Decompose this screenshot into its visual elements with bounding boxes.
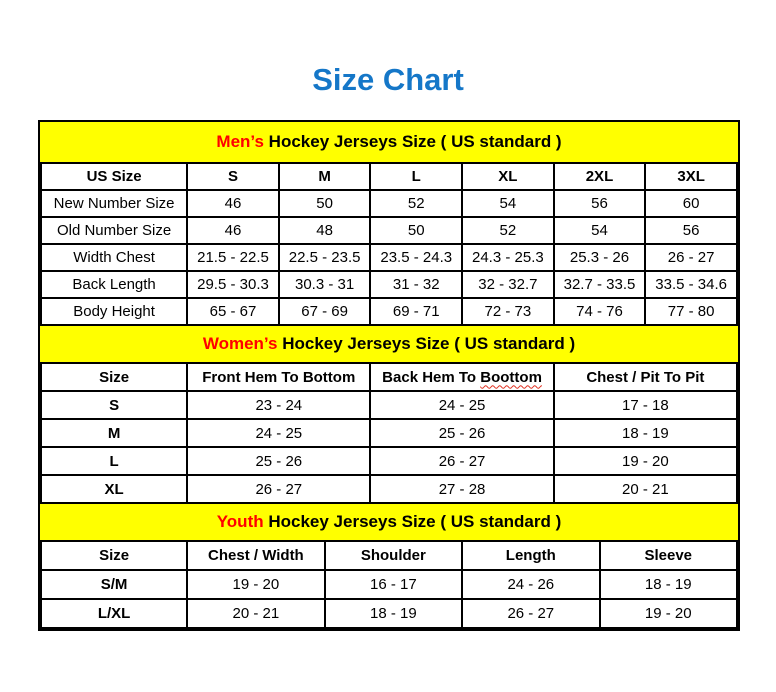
value-cell: 50	[370, 217, 462, 244]
youth-size-table	[40, 540, 738, 629]
column-header: Chest / Pit To Pit	[554, 363, 737, 391]
table-row	[41, 298, 737, 325]
row-label-cell: Width Chest	[41, 244, 187, 271]
section-band-label: Hockey Jerseys Size ( US standard )	[277, 334, 576, 353]
value-cell: 24 - 26	[462, 570, 599, 599]
section-band-mens	[40, 122, 738, 162]
section-band-youth	[40, 504, 738, 540]
column-header: Size	[41, 363, 187, 391]
value-cell: 16 - 17	[325, 570, 462, 599]
value-cell: 31 - 32	[370, 271, 462, 298]
value-cell: 17 - 18	[554, 391, 737, 419]
column-header: Length	[462, 541, 599, 570]
value-cell: 50	[279, 190, 371, 217]
row-label-cell: New Number Size	[41, 190, 187, 217]
value-cell: 67 - 69	[279, 298, 371, 325]
value-cell: 21.5 - 22.5	[187, 244, 279, 271]
section-band-highlight: Youth	[216, 512, 264, 531]
value-cell: 24.3 - 25.3	[462, 244, 554, 271]
row-label-cell: XL	[41, 475, 187, 503]
value-cell: 24 - 25	[370, 391, 553, 419]
value-cell: 22.5 - 23.5	[279, 244, 371, 271]
row-label-cell: S	[41, 391, 187, 419]
value-cell: 23.5 - 24.3	[370, 244, 462, 271]
row-label-cell: L	[41, 447, 187, 475]
page-title: Size Chart	[312, 62, 464, 97]
spellcheck-underlined-word: Boottom	[480, 368, 542, 386]
value-cell: 18 - 19	[554, 419, 737, 447]
value-cell: 69 - 71	[370, 298, 462, 325]
table-row	[41, 217, 737, 244]
value-cell: 74 - 76	[554, 298, 646, 325]
value-cell: 46	[187, 217, 279, 244]
section-band-highlight: Men’s	[216, 132, 264, 151]
section-band-highlight: Women’s	[202, 334, 278, 353]
value-cell: 18 - 19	[600, 570, 737, 599]
value-cell: 19 - 20	[187, 570, 324, 599]
column-header: Shoulder	[325, 541, 462, 570]
table-row	[41, 475, 737, 503]
value-cell: 25 - 26	[370, 419, 553, 447]
column-header: US Size	[41, 163, 187, 190]
section-band-label: Hockey Jerseys Size ( US standard )	[263, 132, 562, 151]
value-cell: 48	[279, 217, 371, 244]
table-row	[41, 419, 737, 447]
section-band-womens	[40, 326, 738, 362]
value-cell: 77 - 80	[645, 298, 737, 325]
column-header: L	[370, 163, 462, 190]
column-header: Size	[41, 541, 187, 570]
value-cell: 52	[462, 217, 554, 244]
table-row	[41, 391, 737, 419]
womens-size-table	[40, 362, 738, 504]
row-label-cell: S/M	[41, 570, 187, 599]
table-row	[41, 271, 737, 298]
value-cell: 26 - 27	[187, 475, 370, 503]
value-cell: 33.5 - 34.6	[645, 271, 737, 298]
table-row	[41, 190, 737, 217]
size-chart-table	[38, 120, 740, 631]
value-cell: 18 - 19	[325, 599, 462, 628]
column-header: Front Hem To Bottom	[187, 363, 370, 391]
column-header: 2XL	[554, 163, 646, 190]
value-cell: 56	[554, 190, 646, 217]
column-header: Back Hem To Boottom	[370, 363, 553, 391]
column-header: M	[279, 163, 371, 190]
value-cell: 25.3 - 26	[554, 244, 646, 271]
mens-size-table	[40, 162, 738, 326]
value-cell: 19 - 20	[600, 599, 737, 628]
table-row	[41, 599, 737, 628]
value-cell: 32.7 - 33.5	[554, 271, 646, 298]
section-band-label: Hockey Jerseys Size ( US standard )	[263, 512, 562, 531]
row-label-cell: M	[41, 419, 187, 447]
value-cell: 26 - 27	[645, 244, 737, 271]
value-cell: 65 - 67	[187, 298, 279, 325]
table-row	[41, 244, 737, 271]
value-cell: 52	[370, 190, 462, 217]
value-cell: 32 - 32.7	[462, 271, 554, 298]
value-cell: 24 - 25	[187, 419, 370, 447]
value-cell: 46	[187, 190, 279, 217]
row-label-cell: Back Length	[41, 271, 187, 298]
value-cell: 27 - 28	[370, 475, 553, 503]
table-row	[41, 447, 737, 475]
value-cell: 26 - 27	[462, 599, 599, 628]
column-header: 3XL	[645, 163, 737, 190]
column-header-row	[41, 163, 737, 190]
value-cell: 19 - 20	[554, 447, 737, 475]
column-header: Chest / Width	[187, 541, 324, 570]
column-header: XL	[462, 163, 554, 190]
value-cell: 23 - 24	[187, 391, 370, 419]
value-cell: 54	[554, 217, 646, 244]
column-header-row	[41, 541, 737, 570]
value-cell: 25 - 26	[187, 447, 370, 475]
column-header: S	[187, 163, 279, 190]
row-label-cell: Old Number Size	[41, 217, 187, 244]
value-cell: 60	[645, 190, 737, 217]
value-cell: 20 - 21	[554, 475, 737, 503]
value-cell: 20 - 21	[187, 599, 324, 628]
value-cell: 26 - 27	[370, 447, 553, 475]
value-cell: 29.5 - 30.3	[187, 271, 279, 298]
value-cell: 56	[645, 217, 737, 244]
row-label-cell: Body Height	[41, 298, 187, 325]
value-cell: 54	[462, 190, 554, 217]
value-cell: 72 - 73	[462, 298, 554, 325]
row-label-cell: L/XL	[41, 599, 187, 628]
column-header: Sleeve	[600, 541, 737, 570]
column-header-row	[41, 363, 737, 391]
table-row	[41, 570, 737, 599]
value-cell: 30.3 - 31	[279, 271, 371, 298]
